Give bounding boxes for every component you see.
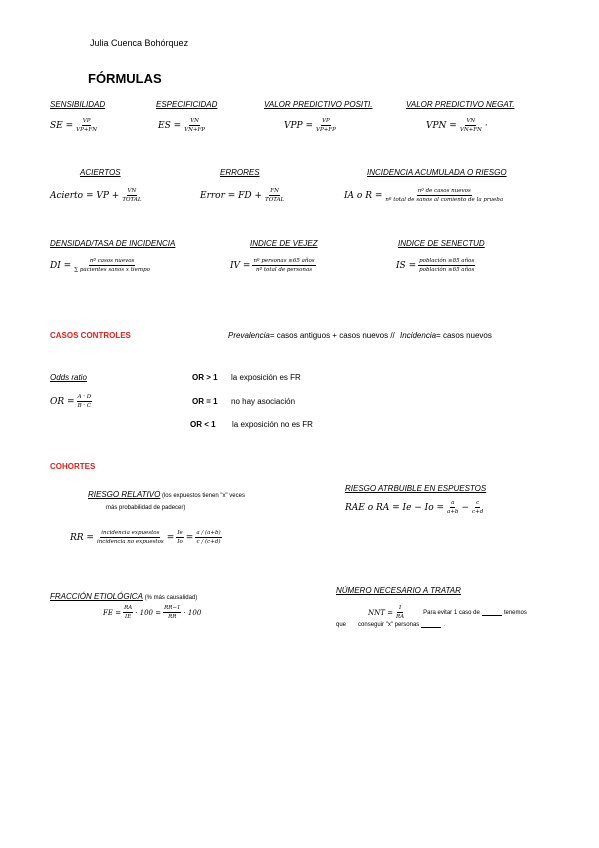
- fraccion-etiologica-line: FRACCIÓN ETIOLÓGICA (% más causalidad): [50, 592, 198, 601]
- riesgo-atribuible-formula: RAE o RA = Ie − Io = $\frac{a}{a+b}$ − $\frac{c}{c+d}$: [345, 500, 484, 516]
- vpp-formula: VPP = $\frac{VP}{VP+FP}$: [284, 118, 336, 134]
- riesgo-relativo-line: RIESGO RELATIVO (los expuestos tienen "x" veces: [88, 490, 245, 499]
- or-rule-3-text: la exposición no es FR: [232, 420, 313, 429]
- riesgo-relativo-label: RIESGO RELATIVO: [88, 490, 161, 499]
- densidad-formula: DI = $\frac{\text{nº casos nuevos}}{\text{∑ pacientes sanos x tiempo}}$: [50, 258, 150, 274]
- indice-vejez-label: INDICE DE VEJEZ: [250, 239, 318, 248]
- indice-senectud-label: INDICE DE SENECTUD: [398, 239, 485, 248]
- vpn-formula: VPN = $\frac{VN}{VN+FN}$ ·: [426, 118, 488, 134]
- sensibilidad-formula: SE = $\frac{VP}{VP+FN}$: [50, 118, 98, 134]
- nnt-line: NNT = $\frac{1}{RA}$ Para evitar 1 caso de tenemos: [368, 605, 527, 621]
- especificidad-label: ESPECIFICIDAD: [156, 100, 218, 109]
- author-name: Julia Cuenca Bohórquez: [90, 38, 189, 48]
- incidencia-acumulada-formula: IA o R = $\frac{\text{nº de casos nuevos}}{\text{nº total de sanos al comiento de la prueba}}$: [344, 188, 504, 204]
- odds-ratio-formula: OR = $\frac{A \cdot D}{B \cdot C}$: [50, 394, 92, 410]
- odds-ratio-label: Odds ratio: [50, 373, 87, 382]
- nnt-blank-1: [482, 609, 502, 616]
- indice-senectud-formula: IS = $\frac{\text{población ≥85 años}}{\text{población ≥65 años}}$: [396, 258, 475, 274]
- fraccion-etiologica-formula: FE = $\frac{RA}{IE}$ · 100 = $\frac{RR-1}{RR}$ · 100: [103, 605, 202, 621]
- prevalencia-incidencia-line: Prevalencia= casos antiguos + casos nuevos // Incidencia= casos nuevos: [228, 331, 492, 340]
- densidad-label: DENSIDAD/TASA DE INCIDENCIA: [50, 239, 176, 248]
- indice-vejez-formula: IV = $\frac{\text{nº personas ≥65 años}}{\text{nº total de personas}}$: [230, 258, 315, 274]
- incidencia-acumulada-label: INCIDENCIA ACUMULADA O RIESGO: [367, 168, 507, 177]
- aciertos-label: ACIERTOS: [80, 168, 121, 177]
- casos-controles-heading: CASOS CONTROLES: [50, 331, 131, 340]
- fraccion-etiologica-label: FRACCIÓN ETIOLÓGICA: [50, 592, 143, 601]
- or-rule-3-cond: OR < 1: [190, 420, 216, 429]
- especificidad-formula: ES = $\frac{VN}{VN+FP}$: [158, 118, 206, 134]
- errores-formula: Error = FD + $\frac{FN}{\text{TOTAL}}$: [200, 188, 285, 204]
- nnt-line-2: que conseguir "x" personas .: [336, 621, 445, 628]
- vpn-label: VALOR PREDICTIVO NEGAT.: [406, 100, 515, 109]
- or-rule-2-text: no hay asociación: [231, 397, 296, 406]
- nnt-blank-2: [421, 621, 441, 628]
- or-rule-2-cond: OR = 1: [192, 397, 218, 406]
- or-rule-1-cond: OR > 1: [192, 373, 218, 382]
- page-title: FÓRMULAS: [88, 71, 162, 86]
- riesgo-relativo-formula: RR = $\frac{\text{incidencia expuestos}}{\text{incidencia no expuestos}}$ = $\frac{Ie}{Io}$ = $\frac{a / (a+b)}{c / (c+d)}$: [70, 530, 221, 546]
- vpp-label: VALOR PREDICTIVO POSITI.: [264, 100, 373, 109]
- riesgo-relativo-note: más probabilidad de padecer): [106, 505, 186, 511]
- or-rule-1-text: la exposición es FR: [231, 373, 301, 382]
- riesgo-atribuible-label: RIESGO ATRBUIBLE EN ESPUESTOS: [345, 484, 487, 493]
- sensibilidad-label: SENSIBILIDAD: [50, 100, 106, 109]
- errores-label: ERRORES: [220, 168, 260, 177]
- nnt-label: NÚMERO NECESARIO A TRATAR: [336, 586, 461, 595]
- aciertos-formula: Acierto = VP + $\frac{VN}{\text{TOTAL}}$: [50, 188, 142, 204]
- cohortes-heading: COHORTES: [50, 462, 96, 471]
